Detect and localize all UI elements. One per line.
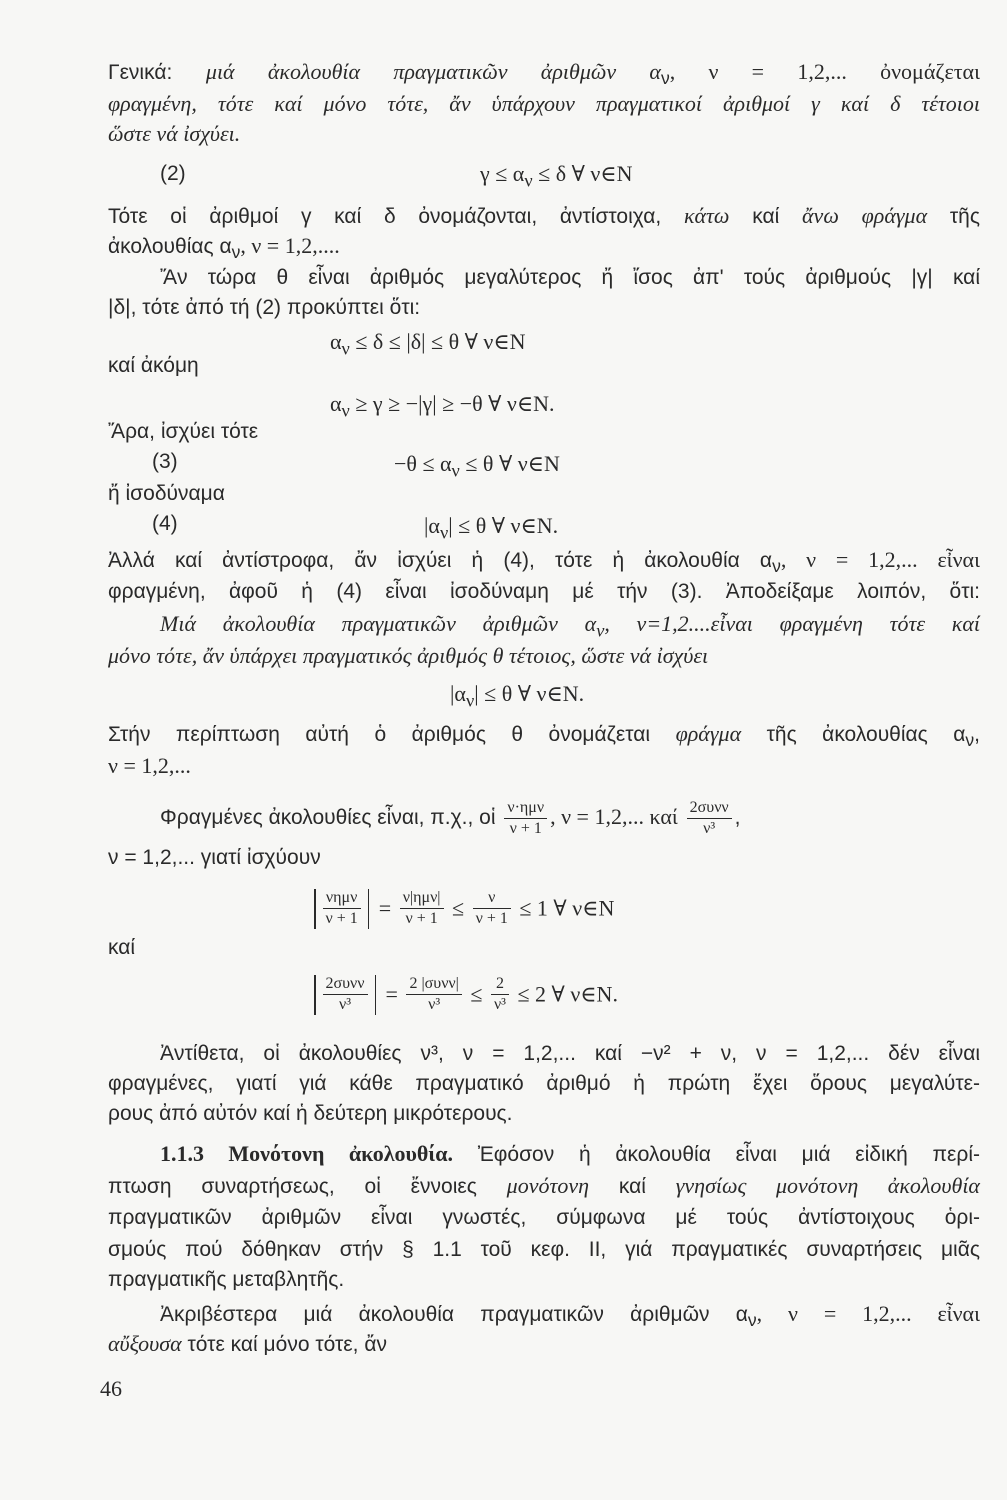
text-line: μόνο τότε, ἄν ὑπάρχει πραγματικός ἀριθμός θ τέτοιος, ὥστε νά ἰσχύει bbox=[108, 643, 709, 668]
page-number: 46 bbox=[100, 1376, 122, 1401]
text-line: Γενικά: μιά ἀκολουθία πραγματικῶν ἀριθμῶν $\alpha_\nu$, ν = 1,2,... ὀνομάζεται bbox=[108, 59, 980, 89]
equation: $\gamma \le \alpha_\nu \le \delta$ ∀ ν∈N bbox=[480, 161, 633, 191]
equation-label: (4) bbox=[152, 512, 178, 535]
text-line: φραγμένες, γιατί γιά κάθε πραγματικό ἀριθμό ἡ πρώτη ἔχει ὅρους μεγαλύτε- bbox=[108, 1072, 980, 1095]
fraction: $\frac{\text{2 |συνν|}}{\text{ν³}}$ bbox=[406, 974, 461, 1015]
fraction: $\frac{\nu}{\nu + 1}$ bbox=[473, 888, 511, 929]
text-line: ἤ ἰσοδύναμα bbox=[108, 482, 225, 505]
text-line: ἀκολουθίας $\alpha_\nu$, ν = 1,2,.... bbox=[108, 233, 340, 263]
text-line: καί bbox=[108, 936, 136, 959]
section-heading: 1.1.3 Μονότονη ἀκολουθία. bbox=[160, 1141, 453, 1166]
fraction: $\frac{\text{ν·ημν}}{\nu + 1}$ bbox=[504, 798, 547, 839]
fraction: $\frac{\text{ν|ημν|}}{\nu + 1}$ bbox=[400, 888, 444, 929]
fraction: $\frac{\text{2συνν}}{\text{ν³}}$ bbox=[687, 798, 732, 839]
text-line: Ἄρα, ἰσχύει τότε bbox=[108, 420, 259, 443]
fraction: $\frac{\text{νημν}}{\nu + 1}$ bbox=[323, 888, 361, 929]
text-line: ν = 1,2,... bbox=[108, 753, 191, 778]
equation: $\frac{\text{2συνν}}{\text{ν³}}$ = $\frac{\text{2 |συνν|}}{\text{ν³}}$ ≤ $\frac{2}{\text{ν³}}$ ≤ 2 ∀ ν∈N. bbox=[310, 974, 618, 1015]
text-line: πτωση συναρτήσεως, οἱ ἔννοιες μονότονη καί γνησίως μονότονη ἀκολουθία bbox=[108, 1173, 980, 1198]
equation: $\frac{\text{νημν}}{\nu + 1}$ = $\frac{\text{ν|ημν|}}{\nu + 1}$ ≤ $\frac{\nu}{\nu + 1}$ ≤ 1 ∀ ν∈N bbox=[310, 888, 614, 929]
text-line: Ἀκριβέστερα μιά ἀκολουθία πραγματικῶν ἀριθμῶν $\alpha_\nu$, ν = 1,2,... εἶναι bbox=[160, 1301, 980, 1331]
text-line: καί ἀκόμη bbox=[108, 354, 199, 377]
text-line: Στήν περίπτωση αὐτή ὁ ἀριθμός θ ὀνομάζεται φράγμα τῆς ἀκολουθίας $\alpha_\nu$, bbox=[108, 721, 980, 751]
text-line: Ἀλλά καί ἀντίστροφα, ἄν ἰσχύει ἡ (4), τότε ἡ ἀκολουθία $\alpha_\nu$, ν = 1,2,... εἶναι bbox=[108, 547, 980, 577]
text-line: αὔξουσα τότε καί μόνο τότε, ἄν bbox=[108, 1331, 387, 1356]
text-line: πραγματικῆς μεταβλητῆς. bbox=[108, 1268, 345, 1291]
fraction: $\frac{\text{2συνν}}{\text{ν³}}$ bbox=[323, 974, 368, 1015]
equation: $|\alpha_\nu| \le \theta$ ∀ ν∈N. bbox=[424, 513, 559, 543]
text-line: ν = 1,2,... γιατί ἰσχύουν bbox=[108, 846, 321, 869]
text-line: Φραγμένες ἀκολουθίες εἶναι, π.χ., οἱ $\frac{\text{ν·ημν}}{\nu + 1}$ , ν = 1,2,... καί $\frac{\text{2συνν}}{\text{ν³}}$ , bbox=[160, 799, 741, 837]
text-line: |δ|, τότε ἀπό τή (2) προκύπτει ὅτι: bbox=[108, 296, 421, 319]
equation-label: (2) bbox=[160, 162, 186, 185]
equation: $-\theta \le \alpha_\nu \le \theta$ ∀ ν∈N bbox=[394, 451, 560, 481]
equation: $\alpha_\nu \le \delta \le |\delta| \le \theta$ ∀ ν∈N bbox=[330, 329, 526, 359]
text-line: ρους ἀπό αὐτόν καί ἡ δεύτερη μικρότερους. bbox=[108, 1102, 513, 1125]
text-line: σμούς πού δόθηκαν στήν § 1.1 τοῦ κεφ. ΙΙ, γιά πραγματικές συναρτήσεις μιᾶς bbox=[108, 1238, 980, 1261]
fraction: $\frac{2}{\text{ν³}}$ bbox=[491, 974, 509, 1015]
text-line: ὥστε νά ἰσχύει. bbox=[108, 121, 241, 146]
text-line: φραγμένη, τότε καί μόνο τότε, ἄν ὑπάρχουν πραγματικοί ἀριθμοί γ καί δ τέτοιοι bbox=[108, 91, 980, 116]
text-line: Τότε οἱ ἀριθμοί γ καί δ ὀνομάζονται, ἀντίστοιχα, κάτω καί ἄνω φράγμα τῆς bbox=[108, 203, 980, 228]
equation: $|\alpha_\nu| \le \theta$ ∀ ν∈N. bbox=[450, 681, 585, 711]
text-line: φραγμένη, ἀφοῦ ἡ (4) εἶναι ἰσοδύναμη μέ τήν (3). Ἀποδείξαμε λοιπόν, ὅτι: bbox=[108, 580, 980, 603]
equation-label: (3) bbox=[152, 450, 178, 473]
equation: $\alpha_\nu \ge \gamma \ge -|\gamma| \ge -\theta$ ∀ ν∈N. bbox=[330, 391, 555, 421]
text-line: Ἀντίθετα, οἱ ἀκολουθίες ν³, ν = 1,2,... καί −ν² + ν, ν = 1,2,... δέν εἶναι bbox=[160, 1042, 980, 1065]
text-line: πραγματικῶν ἀριθμῶν εἶναι γνωστές, σύμφωνα μέ τούς ἀντίστοιχους ὁρι- bbox=[108, 1206, 980, 1229]
text-line: Μιά ἀκολουθία πραγματικῶν ἀριθμῶν $\alpha_\nu$, ν=1,2....εἶναι φραγμένη τότε καί bbox=[160, 611, 980, 641]
text-line: Ἄν τώρα θ εἶναι ἀριθμός μεγαλύτερος ἤ ἴσος ἀπ' τούς ἀριθμούς |γ| καί bbox=[160, 266, 980, 289]
section-heading-line: 1.1.3 Μονότονη ἀκολουθία. Ἐφόσον ἡ ἀκολουθία εἶναι μιά εἰδική περί- bbox=[160, 1141, 980, 1166]
